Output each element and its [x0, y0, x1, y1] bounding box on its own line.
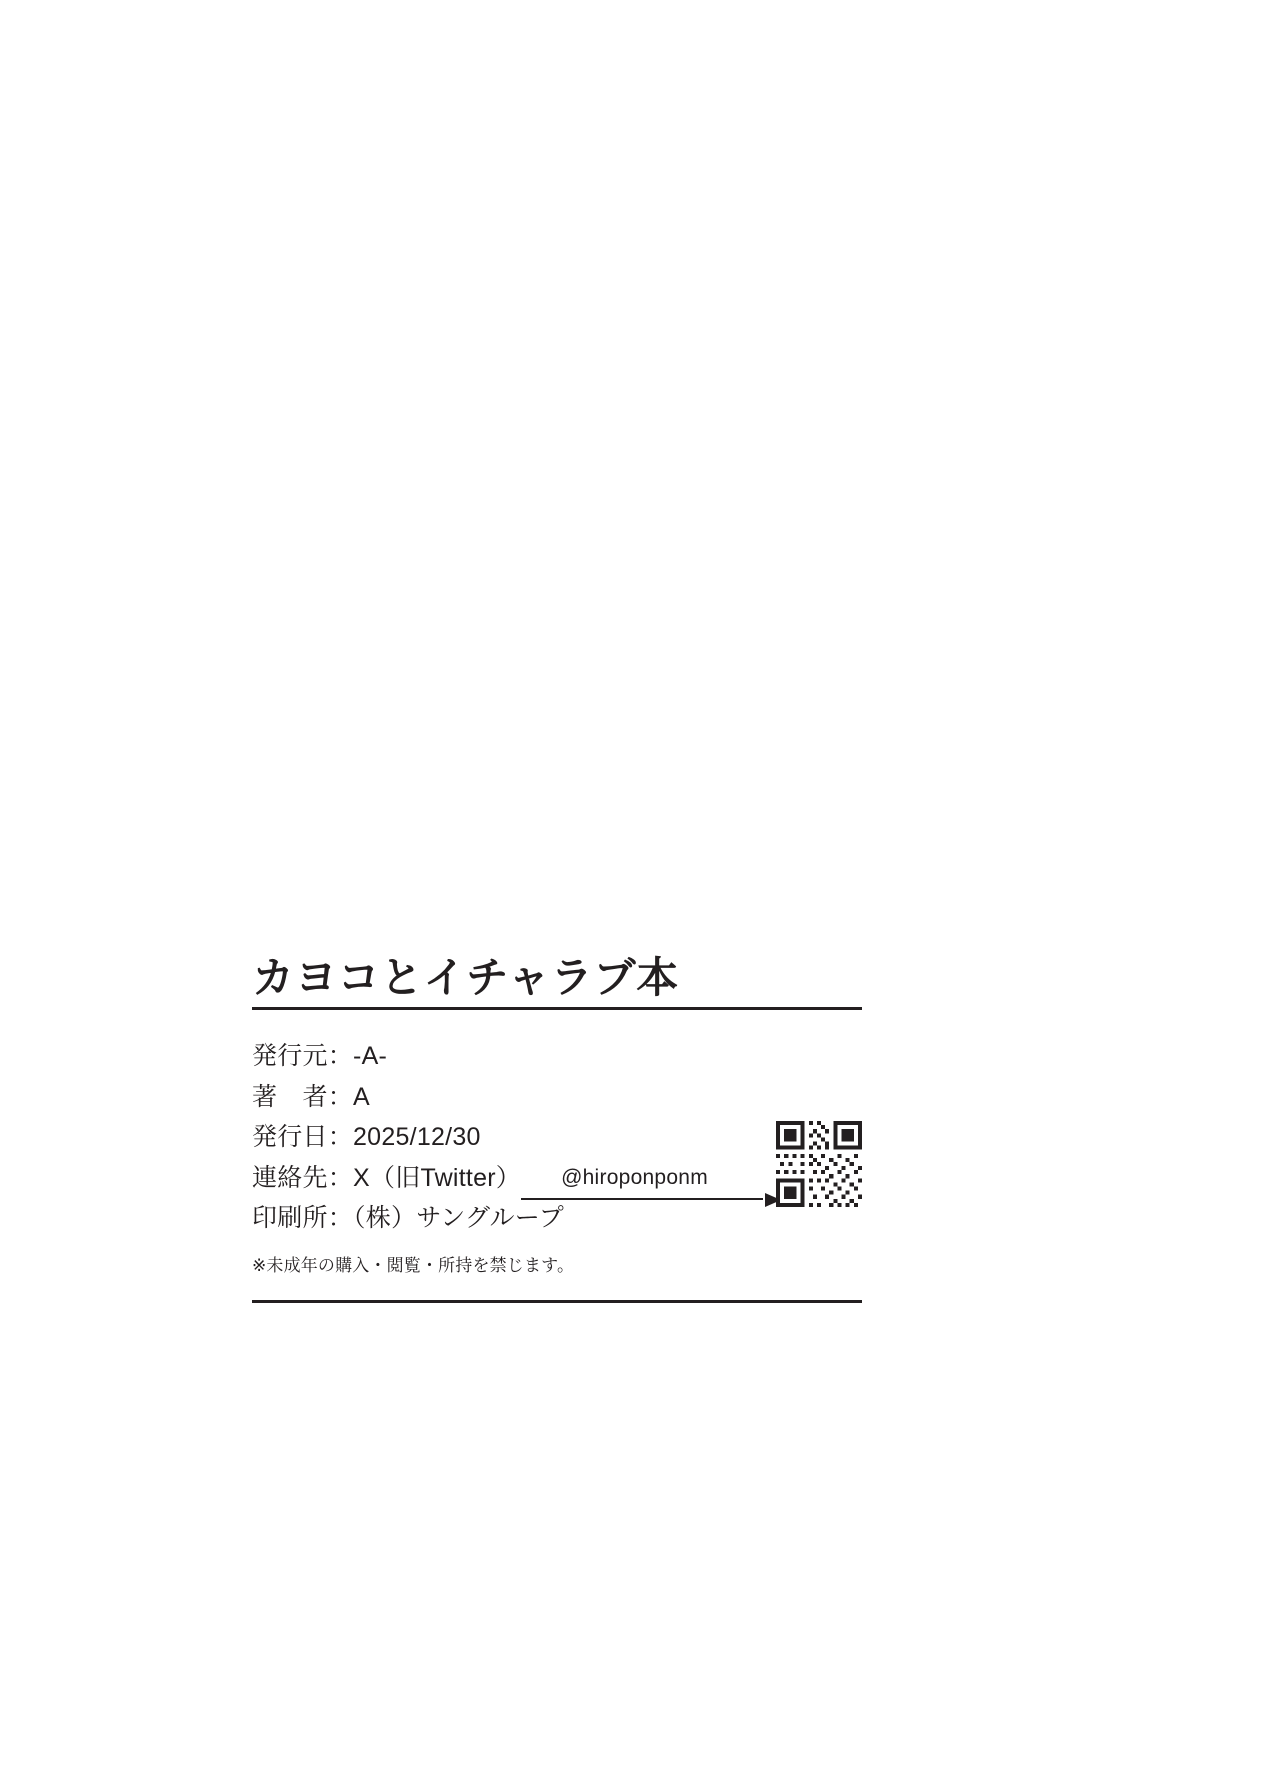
- publish-date-label: 発行日：: [252, 1123, 354, 1152]
- author-label: 著 者：: [252, 1082, 354, 1111]
- printer-label: 印刷所：: [252, 1204, 354, 1233]
- info-row-printer: [252, 1198, 862, 1239]
- publisher-label: 発行元：: [252, 1042, 354, 1071]
- contact-platform: X（旧Twitter）: [353, 1163, 522, 1192]
- colophon-block: [252, 955, 862, 1303]
- info-row-author: [252, 1077, 862, 1118]
- publication-info-list: [252, 1036, 862, 1239]
- contact-handle-field: [521, 1158, 791, 1199]
- age-restriction-notice: ※未成年の購入・閲覧・所持を禁じます。: [252, 1255, 575, 1275]
- contact-label: 連絡先：: [252, 1163, 354, 1192]
- divider-bottom: [252, 1300, 862, 1303]
- publisher-value: -A-: [353, 1042, 388, 1071]
- author-value: A: [353, 1082, 370, 1111]
- divider-top: [252, 1007, 862, 1010]
- printer-value: （株）サングループ: [353, 1204, 565, 1233]
- publish-date-value: 2025/12/30: [353, 1123, 481, 1152]
- info-row-publish-date: [252, 1117, 862, 1158]
- page-title: カヨコとイチャラブ本: [252, 954, 680, 1001]
- info-row-contact: [252, 1158, 862, 1199]
- contact-handle: @hiroponponm: [561, 1165, 708, 1189]
- qr-code-icon: [776, 1121, 862, 1207]
- info-row-publisher: [252, 1036, 862, 1077]
